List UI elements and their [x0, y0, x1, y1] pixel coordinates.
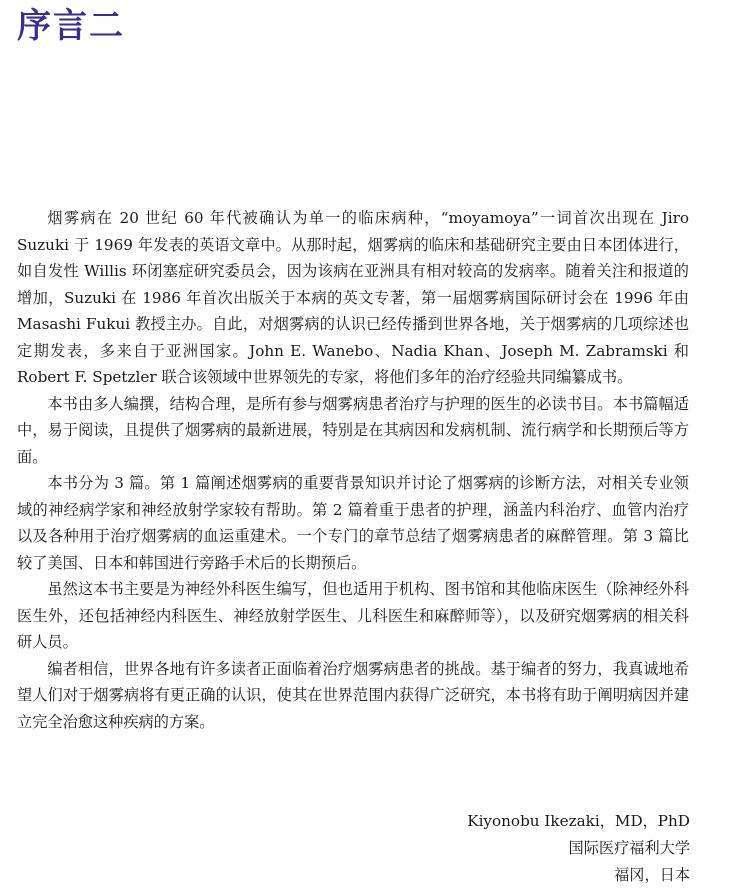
author-name: Kiyonobu Ikezaki，MD，PhD: [467, 812, 690, 830]
paragraph-2: 本书由多人编撰，结构合理，是所有参与烟雾病患者治疗与护理的医生的必读书目。本书篇幅适中，易于阅读，且提供了烟雾病的最新进展，特别是在其病因和发病机制、流行病学和长期预后等方面。: [17, 394, 689, 466]
paragraph-3: 本书分为 3 篇。第 1 篇阐述烟雾病的重要背景知识并讨论了烟雾病的诊断方法，对相关专业领域的神经病学家和神经放射学家较有帮助。第 2 篇着重于患者的护理，涵盖内科治疗、血管内治疗以及各种用于治疗烟雾病的血运重建术。一个专门的章节总结了烟雾病患者的麻醉管理。第 3 篇比较了美国、日本和韩国进行旁路手术后的长期预后。: [17, 474, 689, 572]
preface-body: [17, 205, 689, 735]
page-title: 序言二: [17, 6, 125, 46]
author-affiliation: 国际医疗福利大学: [568, 839, 690, 857]
paragraph-4: 虽然这本书主要是为神经外科医生编写，但也适用于机构、图书馆和其他临床医生（除神经外科医生外，还包括神经内科医生、神经放射学医生、儿科医生和麻醉师等），以及研究烟雾病的相关科研人员。: [17, 580, 689, 651]
paragraph-5: 编者相信，世界各地有许多读者正面临着治疗烟雾病患者的挑战。基于编者的努力，我真诚地希望人们对于烟雾病将有更正确的认识，使其在世界范围内获得广泛研究，本书将有助于阐明病因并建立完全治愈这种疾病的方案。: [17, 659, 689, 731]
author-location: 福冈，日本: [614, 866, 690, 884]
paragraph-1: 烟雾病在 20 世纪 60 年代被确认为单一的临床病种，“moyamoya”一词首次出现在 Jiro Suzuki 于 1969 年发表的英语文章中。从那时起，烟雾病的临床和基础研究主要由日本团体进行，如自发性 Willis 环闭塞症研究委员会，因为该病在亚洲具有相对较高的发病率。随着关注和报道的增加，Suzuki 在 1986 年首次出版关于本病的英文专著，第一届烟雾病国际研讨会在 1996 年由 Masashi Fukui 教授主办。自此，对烟雾病的认识已经传播到世界各地，关于烟雾病的几项综述也定期发表，多来自于亚洲国家。John E. Wanebo、Nadia Khan、Joseph M. Zabramski 和 Robert F. Spetzler 联合该领域中世界领先的专家，将他们多年的治疗经验共同编纂成书。: [17, 209, 689, 386]
signature-block: [467, 808, 690, 889]
